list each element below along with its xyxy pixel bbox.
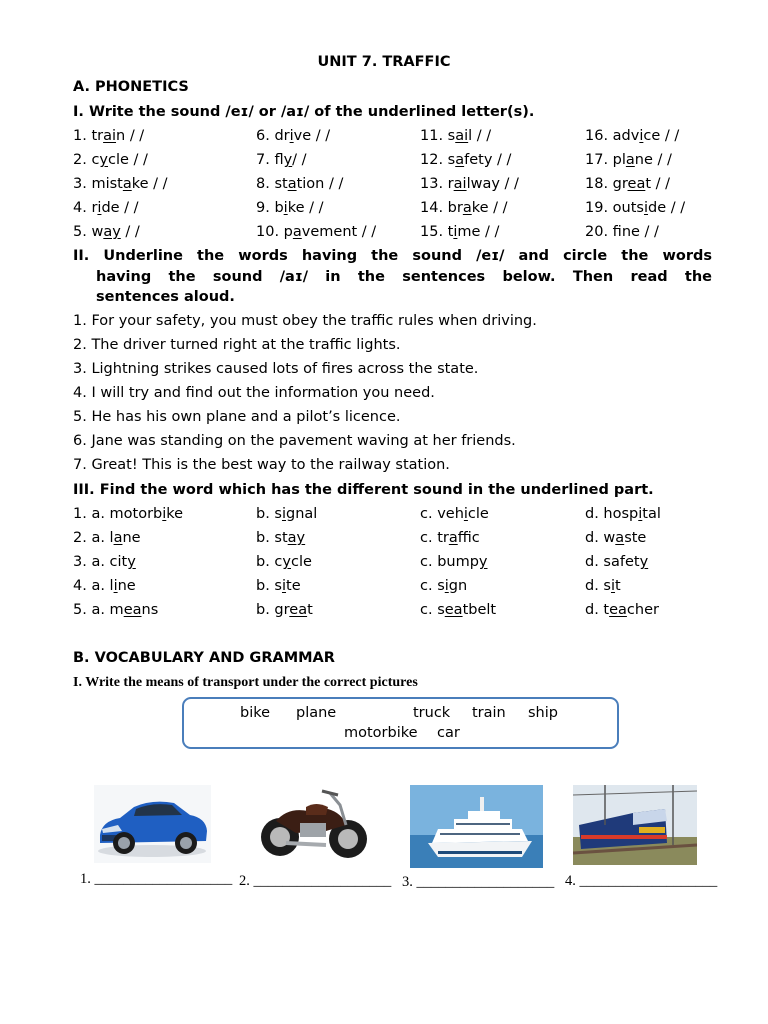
choice-option	[420, 602, 496, 618]
sound-item	[420, 224, 499, 240]
sentence-item: 2. The driver turned right at the traffic lights.	[73, 337, 401, 353]
choice-option	[585, 506, 661, 522]
underlined-letters: y	[99, 152, 109, 168]
underlined-letters: i	[444, 578, 449, 594]
item-text: 13. r	[420, 176, 454, 192]
sentence-item: 5. He has his own plane and a pilot’s licence.	[73, 409, 401, 425]
answer-blank-3[interactable]: 3. ___________________	[402, 874, 555, 890]
item-text: c. s	[420, 578, 445, 594]
item-text: tion / /	[296, 176, 344, 192]
section-b-heading: B. VOCABULARY AND GRAMMAR	[73, 650, 335, 666]
section-a-heading: A. PHONETICS	[73, 79, 189, 95]
underlined-letters: y	[282, 554, 291, 570]
sound-item	[256, 128, 330, 144]
underlined-letters: i	[97, 200, 102, 216]
choice-option	[73, 602, 158, 618]
underlined-letters: ai	[455, 128, 469, 144]
item-text: d. w	[585, 530, 616, 546]
underlined-letters: y	[127, 554, 136, 570]
ship-picture	[410, 785, 543, 868]
answer-blank-1[interactable]: 1. ___________________	[80, 871, 233, 887]
item-text: 3. mist	[73, 176, 123, 192]
item-text: c. s	[420, 602, 445, 618]
item-text: c. veh	[420, 506, 464, 522]
underlined-letters: ay	[287, 530, 306, 546]
item-text: n / /	[116, 128, 145, 144]
sound-item	[256, 152, 307, 168]
choice-option	[585, 578, 621, 594]
car-picture	[94, 785, 211, 863]
sound-item	[420, 152, 511, 168]
word-truck: truck	[413, 705, 451, 721]
sentence-item: 7. Great! This is the best way to the railway station.	[73, 457, 450, 473]
item-text: b. s	[256, 578, 282, 594]
choice-option	[585, 602, 659, 618]
underlined-letters: i	[463, 506, 468, 522]
sentence-item: 1. For your safety, you must obey the traffic rules when driving.	[73, 313, 537, 329]
answer-blank-4[interactable]: 4. ___________________	[565, 873, 718, 889]
underlined-letters: ai	[103, 128, 117, 144]
item-text: de / /	[101, 200, 139, 216]
item-text: ns	[141, 602, 159, 618]
item-text: ke / /	[287, 200, 324, 216]
item-text: tbelt	[462, 602, 497, 618]
sentence-item: 6. Jane was standing on the pavement waving at her friends.	[73, 433, 516, 449]
sound-item	[585, 224, 659, 240]
item-text: ne / /	[621, 224, 659, 240]
choice-option	[256, 578, 301, 594]
underlined-letters: y	[639, 554, 649, 570]
item-text: 2. c	[73, 152, 100, 168]
underlined-letters: ea	[444, 602, 463, 618]
choice-option	[73, 530, 141, 546]
item-text: t	[615, 578, 621, 594]
item-text: ne	[117, 578, 136, 594]
choice-option	[73, 554, 136, 570]
underlined-letters: a	[287, 176, 297, 192]
item-text: 19. outs	[585, 200, 644, 216]
item-text: b. c	[256, 554, 283, 570]
item-text: ke / /	[131, 176, 168, 192]
item-text: gn	[448, 578, 468, 594]
item-text: 16. adv	[585, 128, 640, 144]
item-text: 9. b	[256, 200, 284, 216]
item-text: ffic	[457, 530, 480, 546]
underlined-letters: i	[610, 578, 616, 594]
item-text: / /	[120, 224, 140, 240]
choice-option	[585, 530, 646, 546]
item-text: b. gr	[256, 602, 290, 618]
item-text: cle / /	[108, 152, 148, 168]
exercise-2-heading	[73, 246, 712, 308]
sound-item	[585, 200, 685, 216]
sound-item	[585, 176, 670, 192]
item-text: 20. f	[585, 224, 622, 240]
item-text: 2. a. l	[73, 530, 114, 546]
item-text: 11. s	[420, 128, 456, 144]
sound-item	[256, 224, 376, 240]
underlined-letters: i	[281, 506, 287, 522]
exercise-3-heading: III. Find the word which has the different sound in the underlined part.	[73, 482, 654, 498]
item-text: ste	[624, 530, 647, 546]
choice-option	[256, 602, 313, 618]
item-text: de / /	[648, 200, 686, 216]
underlined-letters: ea	[609, 602, 627, 618]
sound-item	[585, 128, 679, 144]
underlined-letters: i	[283, 200, 288, 216]
section-b-exercise-1-heading: I. Write the means of transport under the correct pictures	[73, 675, 418, 690]
item-text: l / /	[468, 128, 492, 144]
item-text: c. tr	[420, 530, 449, 546]
sound-item	[73, 200, 139, 216]
underlined-letters: i	[281, 578, 287, 594]
underlined-letters: i	[453, 224, 458, 240]
choice-option	[256, 506, 317, 522]
item-text: fety / /	[464, 152, 512, 168]
item-text: ve / /	[293, 128, 331, 144]
choice-option	[420, 554, 488, 570]
item-text: lway / /	[466, 176, 519, 192]
item-text: cle	[291, 554, 312, 570]
underlined-letters: i	[162, 506, 167, 522]
item-text: 3. a. cit	[73, 554, 128, 570]
item-text: 15. t	[420, 224, 454, 240]
underlined-letters: a	[292, 224, 302, 240]
exercise-1-heading: I. Write the sound /eɪ/ or /aɪ/ of the underlined letter(s).	[73, 104, 535, 120]
underlined-letters: i	[639, 128, 644, 144]
underlined-letters: a	[625, 152, 635, 168]
sound-item	[256, 200, 323, 216]
word-ship: ship	[528, 705, 558, 721]
item-text: 4. r	[73, 200, 98, 216]
sound-item	[420, 128, 491, 144]
underlined-letters: a	[448, 530, 458, 546]
exercise-2-heading-line-2: having the sound /aɪ/ in the sentences below. Then read the	[96, 268, 712, 285]
underlined-letters: i	[113, 578, 118, 594]
choice-option	[420, 578, 467, 594]
item-text: ne	[122, 530, 141, 546]
underlined-letters: a	[615, 530, 625, 546]
item-text: ke / /	[471, 200, 508, 216]
item-text: 1. tr	[73, 128, 104, 144]
item-text: d. hosp	[585, 506, 639, 522]
word-bike: bike	[240, 705, 271, 721]
underlined-letters: i	[643, 200, 649, 216]
item-text: d. safet	[585, 554, 640, 570]
choice-option	[256, 554, 312, 570]
item-text: ne / /	[634, 152, 672, 168]
item-text: 17. pl	[585, 152, 626, 168]
item-text: d. t	[585, 602, 610, 618]
underlined-letters: i	[638, 506, 643, 522]
item-text: gnal	[286, 506, 318, 522]
word-motorbike: motorbike	[344, 725, 418, 741]
word-car: car	[437, 725, 460, 741]
sound-item	[73, 176, 168, 192]
choice-option	[73, 506, 183, 522]
underlined-letters: y	[478, 554, 488, 570]
sound-item	[256, 176, 343, 192]
item-text: te	[286, 578, 301, 594]
choice-option	[256, 530, 305, 546]
item-text: 5. a. m	[73, 602, 124, 618]
page-title: UNIT 7. TRAFFIC	[317, 54, 451, 70]
answer-blank-2[interactable]: 2. ___________________	[239, 873, 392, 889]
train-picture	[573, 785, 697, 865]
choice-option	[420, 506, 489, 522]
item-text: tal	[642, 506, 661, 522]
word-train: train	[472, 705, 506, 721]
item-text: me / /	[457, 224, 500, 240]
item-text: 1. a. motorb	[73, 506, 163, 522]
sound-item	[73, 224, 140, 240]
sentence-item: 3. Lightning strikes caused lots of fires across the state.	[73, 361, 479, 377]
item-text: vement / /	[301, 224, 377, 240]
underlined-letters: ay	[103, 224, 121, 240]
item-text: 12. s	[420, 152, 456, 168]
underlined-letters: ai	[453, 176, 467, 192]
motorbike-picture	[256, 785, 371, 865]
exercise-2-heading-line-3: sentences aloud.	[96, 289, 235, 305]
underlined-letters: ea	[289, 602, 308, 618]
sound-item	[73, 128, 144, 144]
underlined-letters: a	[462, 200, 472, 216]
item-text: t	[307, 602, 313, 618]
underlined-letters: ea	[123, 602, 142, 618]
sound-item	[585, 152, 672, 168]
item-text: c. bump	[420, 554, 479, 570]
sound-item	[420, 200, 508, 216]
item-text: 18. gr	[585, 176, 628, 192]
choice-option	[585, 554, 648, 570]
underlined-letters: a	[455, 152, 465, 168]
underlined-letters: y	[283, 152, 293, 168]
underlined-letters: a	[122, 176, 132, 192]
item-text: 8. st	[256, 176, 288, 192]
item-text: b. st	[256, 530, 288, 546]
sound-item	[420, 176, 519, 192]
item-text: ke	[166, 506, 184, 522]
item-text: cher	[626, 602, 659, 618]
underlined-letters: a	[113, 530, 123, 546]
item-text: 7. fl	[256, 152, 284, 168]
item-text: 14. br	[420, 200, 463, 216]
item-text: 10. p	[256, 224, 293, 240]
item-text: ce / /	[643, 128, 680, 144]
word-box	[182, 697, 619, 749]
underlined-letters: i	[289, 128, 294, 144]
word-plane: plane	[296, 705, 337, 721]
item-text: 6. dr	[256, 128, 290, 144]
item-text: t / /	[645, 176, 671, 192]
item-text: 4. a. l	[73, 578, 114, 594]
exercise-2-heading-line-1: II. Underline the words having the sound /eɪ/ and circle the words	[73, 248, 712, 264]
item-text: b. s	[256, 506, 282, 522]
underlined-letters: ea	[627, 176, 646, 192]
sound-item	[73, 152, 148, 168]
sentence-item: 4. I will try and find out the information you need.	[73, 385, 435, 401]
choice-option	[73, 578, 136, 594]
item-text: 5. w	[73, 224, 104, 240]
item-text: d. s	[585, 578, 611, 594]
item-text: cle	[467, 506, 489, 522]
choice-option	[420, 530, 480, 546]
item-text: / /	[292, 152, 307, 168]
